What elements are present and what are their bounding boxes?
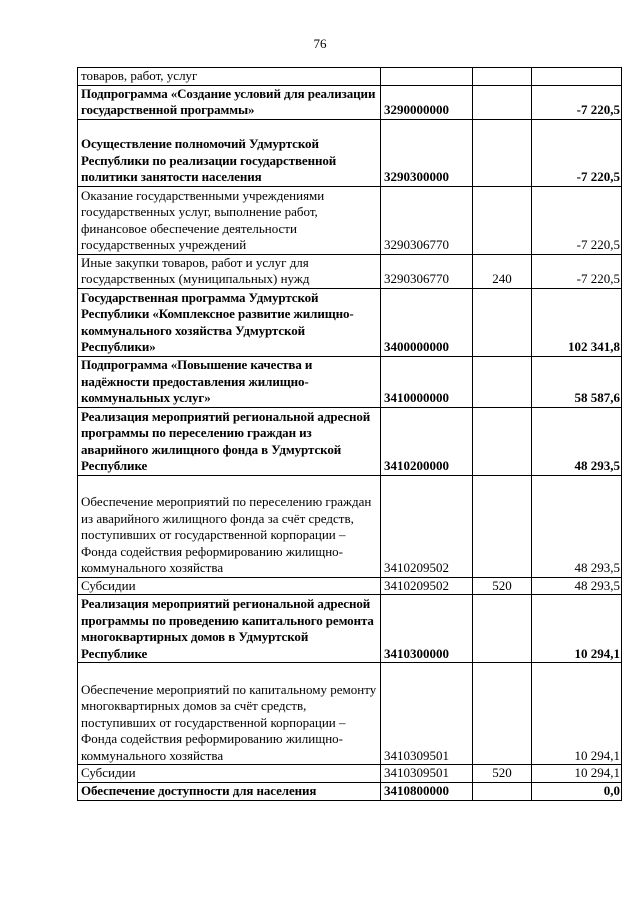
table-row	[78, 85, 622, 119]
row-code-cell: 3410000000	[381, 356, 473, 407]
table-row	[78, 68, 622, 86]
row-code-cell: 3290300000	[381, 119, 473, 186]
row-sum-cell: 48 293,5	[532, 577, 622, 595]
row-name-cell: Государственная программа Удмуртской Республики «Комплексное развитие жилищно-коммунального хозяйства Удмуртской Республики»	[78, 288, 381, 356]
row-expense-type-cell	[473, 288, 532, 356]
row-name-cell: Подпрограмма «Создание условий для реализации государственной программы»	[78, 85, 381, 119]
row-sum-cell: 10 294,1	[532, 663, 622, 765]
table-row	[78, 765, 622, 783]
row-sum-cell	[532, 68, 622, 86]
row-expense-type-cell: 520	[473, 577, 532, 595]
budget-table-body	[78, 68, 622, 801]
row-code-cell: 3290306770	[381, 254, 473, 288]
row-expense-type-cell: 520	[473, 765, 532, 783]
row-name-cell: Обеспечение доступности для населения	[78, 782, 381, 800]
row-name-cell: Обеспечение мероприятий по капитальному ремонту многоквартирных домов за счёт средств, поступивших от государственной корпорации – Фонда содействия реформированию жилищно-коммунального хозяйства	[78, 663, 381, 765]
row-code-cell: 3410209502	[381, 577, 473, 595]
row-code-cell: 3410309501	[381, 663, 473, 765]
row-sum-cell: -7 220,5	[532, 186, 622, 254]
row-code-cell: 3410800000	[381, 782, 473, 800]
table-row	[78, 577, 622, 595]
row-sum-cell: 0,0	[532, 782, 622, 800]
table-row	[78, 119, 622, 186]
row-expense-type-cell	[473, 356, 532, 407]
table-row	[78, 254, 622, 288]
row-sum-cell: 58 587,6	[532, 356, 622, 407]
row-sum-cell: -7 220,5	[532, 119, 622, 186]
table-row	[78, 782, 622, 800]
row-expense-type-cell	[473, 782, 532, 800]
row-sum-cell: 48 293,5	[532, 475, 622, 577]
table-row	[78, 288, 622, 356]
table-row	[78, 186, 622, 254]
row-name-cell: товаров, работ, услуг	[78, 68, 381, 86]
row-code-cell: 3400000000	[381, 288, 473, 356]
row-name-cell: Субсидии	[78, 765, 381, 783]
row-expense-type-cell	[473, 85, 532, 119]
table-row	[78, 663, 622, 765]
row-code-cell: 3290000000	[381, 85, 473, 119]
row-name-cell: Подпрограмма «Повышение качества и надёжности предоставления жилищно-коммунальных услуг»	[78, 356, 381, 407]
row-expense-type-cell: 240	[473, 254, 532, 288]
row-sum-cell: -7 220,5	[532, 254, 622, 288]
row-code-cell: 3410309501	[381, 765, 473, 783]
row-expense-type-cell	[473, 663, 532, 765]
row-code-cell: 3410300000	[381, 595, 473, 663]
row-code-cell: 3290306770	[381, 186, 473, 254]
row-code-cell: 3410200000	[381, 407, 473, 475]
row-sum-cell: 48 293,5	[532, 407, 622, 475]
row-expense-type-cell	[473, 119, 532, 186]
budget-table	[77, 67, 622, 801]
row-sum-cell: 102 341,8	[532, 288, 622, 356]
row-name-cell: Осуществление полномочий Удмуртской Республики по реализации государственной политики занятости населения	[78, 119, 381, 186]
row-sum-cell: 10 294,1	[532, 595, 622, 663]
row-name-cell: Реализация мероприятий региональной адресной программы по переселению граждан из аварийного жилищного фонда в Удмуртской Республике	[78, 407, 381, 475]
row-expense-type-cell	[473, 407, 532, 475]
row-code-cell: 3410209502	[381, 475, 473, 577]
table-row	[78, 407, 622, 475]
row-name-cell: Иные закупки товаров, работ и услуг для государственных (муниципальных) нужд	[78, 254, 381, 288]
row-expense-type-cell	[473, 186, 532, 254]
table-row	[78, 356, 622, 407]
row-name-cell: Обеспечение мероприятий по переселению граждан из аварийного жилищного фонда за счёт средств, поступивших от государственной корпорации – Фонда содействия реформированию жилищно-коммунального хозяйства	[78, 475, 381, 577]
table-row	[78, 475, 622, 577]
row-name-cell: Субсидии	[78, 577, 381, 595]
row-sum-cell: 10 294,1	[532, 765, 622, 783]
page-number: 76	[313, 36, 327, 51]
row-expense-type-cell	[473, 68, 532, 86]
row-sum-cell: -7 220,5	[532, 85, 622, 119]
row-code-cell	[381, 68, 473, 86]
table-row	[78, 595, 622, 663]
row-name-cell: Оказание государственными учреждениями государственных услуг, выполнение работ, финансовое обеспечение деятельности государственных учреждений	[78, 186, 381, 254]
row-expense-type-cell	[473, 475, 532, 577]
row-expense-type-cell	[473, 595, 532, 663]
row-name-cell: Реализация мероприятий региональной адресной программы по проведению капитального ремонта многоквартирных домов в Удмуртской Республике	[78, 595, 381, 663]
